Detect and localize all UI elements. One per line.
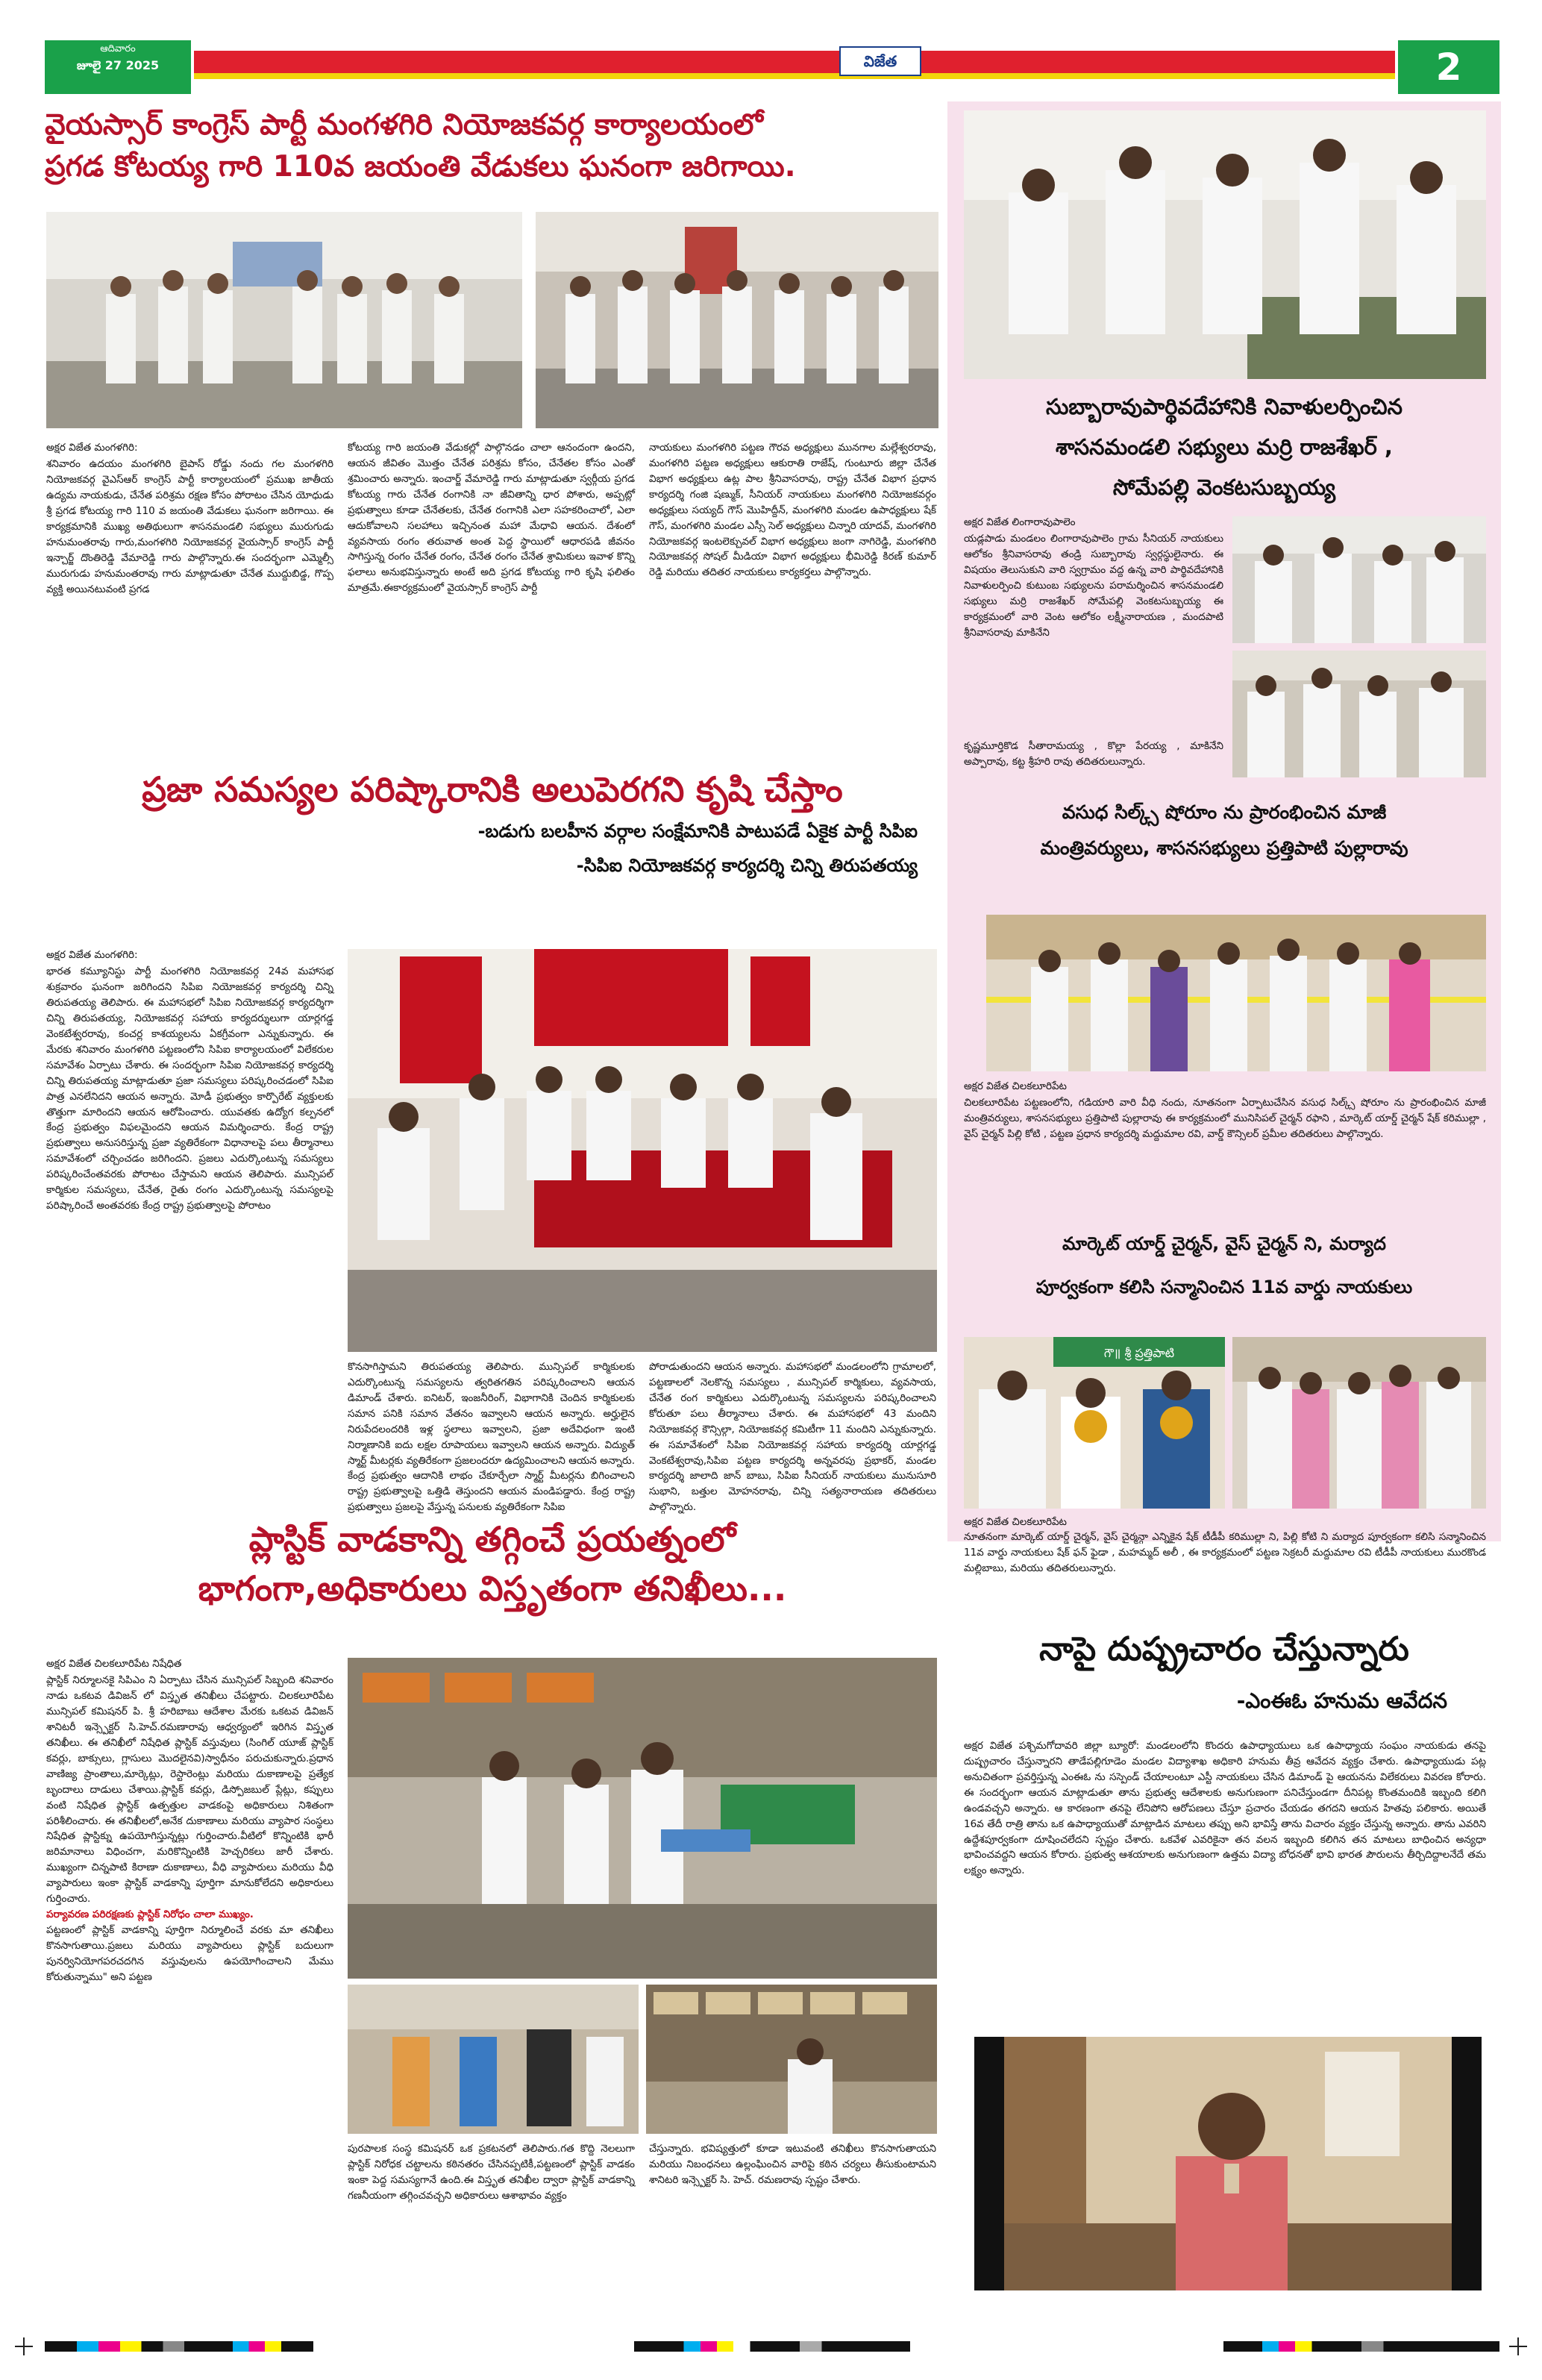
story5-text: చిలకలూరిపేట పట్టణంలోని, గడియారి వారి వీధి నందు, నూతనంగా ఏర్పాటుచేసిన వసుధ సిల్క్స్ షోరూం ను ప్రారంభించిన మాజీ మంత్రివర్యులు, శాసనసభ్యులు ప్రత్తిపాటి పుల్లారావు ఈ కార్యక్రమంలో మునిసిపల్ చైర్మన్ రఫాని , మార్కెట్ యార్డ్ చైర్మన్ షేక్ కరిముల్లా , వైస్ చైర్మన్ పిల్లి కోటి , పట్టణ ప్రధాన కార్యదర్శి మద్దుమాల రవి, వార్డ్ కౌన్సిలర్ ప్రమీల తదితరులు పాల్గొన్నారు. bbox=[964, 1097, 1486, 1141]
inspection-shop-image bbox=[348, 1658, 937, 1979]
meo-portrait-image bbox=[974, 2037, 1482, 2290]
story1-headline bbox=[45, 104, 940, 188]
story2-headline: ప్రజా సమస్యల పరిష్కారానికి అలుపెరగని కృషి చేస్తాం bbox=[142, 769, 843, 809]
story6-photo-right bbox=[1232, 1337, 1486, 1509]
crop-mark-left-v bbox=[23, 2337, 25, 2355]
story4-text-a: యడ్లపాడు మండలం లింగారావుపాలెం గ్రామ సీనియర్ నాయకులు ఆలోకం శ్రీనివాసరావు తండ్రి సుబ్బారావు స్వర్గస్థులైనారు. ఈ విషయం తెలుసుకుని వారి స్వగ్రామం వద్ద ఉన్న వారి పార్థివదేహానికి నివాళులర్పించి కుటుంబ సభ్యులను పరామర్శించిన శాసనమండలి సభ్యులు మర్రి రాజశేఖర్ సోమేపల్లి వెంకటసుబ్బయ్య ఈ కార్యక్రమంలో వారి వెంట ఆలోకం లక్ష్మీనారాయణ , మందపాటి శ్రీనివాసరావు మాకినేని bbox=[964, 533, 1223, 639]
women-shop-image bbox=[348, 1985, 639, 2134]
shop-counter-image bbox=[646, 1985, 937, 2134]
story7-text: అక్షర విజేత పశ్చిమగోదావరి జిల్లా బ్యూరో: మండలంలోని కొందరు ఉపాధ్యాయులు ఒక ఉపాధ్యాయ సంఘం నాయకుడు తనపై దుష్ప్రచారం చేస్తున్నారని తాడేపల్లిగూడెం మండల విద్యాశాఖ అధికారి హనుమ తీవ్ర ఆవేదన వ్యక్తం చేశారు. ఉపాధ్యాయుడు పట్ల అనుచితంగా ప్రవర్తిస్తున్న ఎంఈఓ ను సస్పెండ్ చేయాలంటూ ఎస్టీ నాయకులు చేసిన డిమాండ్ పై ఆయనను విలేకరులు వివరణ కోరారు. ఈ సందర్భంగా ఆయన మాట్లాడుతూ తాను ప్రభుత్వ ఆదేశాలకు అనుగుణంగా పనిచేస్తుండగా దీనిపట్ల కొంతమందికి ఇబ్బంది కలిగి ఉండవచ్చని అన్నారు. ఆ కారణంగా తనపై లేనిపోని ఆరోపణలు చేస్తూ ప్రచారం చేయడం తగదని ఆయన హితవు పలికారు. అయితే 16వ తేదీ రాత్రి తాను ఒక ఉపాధ్యాయుతో మాట్లాడిన మాటలు తప్పు అని భావిస్తే తాను విచారం వ్యక్తం చేస్తున్న అన్నారు. తాను ఎవరిని ఉద్దేశపూర్వకంగా దూషించలేదని స్పష్టం చేశారు. ఒకవేళ ఎవరికైనా తన వలన ఇబ్బంది కలిగిన తన మాటలు బాధించిన అన్యధా భావించవద్దని ఆయన కోరారు. ప్రభుత్వ ఆశయాలకు అనుగుణంగా ఉత్తమ విద్యా బోధనతో భావి భారత పౌరులను తీర్చిదిద్దాలనేదే తమ లక్ష్యం అన్నారు. bbox=[964, 1740, 1486, 1877]
story4-text-left bbox=[964, 515, 1223, 641]
story3-col1-end: పట్టణంలో ప్లాస్టిక్ వాడకాన్ని పూర్తిగా నిర్మూలించే వరకు మా తనిఖీలు కొనసాగుతాయి.ప్రజలు మరియు వ్యాపారులు ప్లాస్టిక్ బదులుగా పునర్వినియోగపరచదగిన వస్తువులను ఉపయోగించాలని మేము కోరుతున్నాము" అని పట్టణ bbox=[46, 1924, 333, 1983]
story3-col2-text: పురపాలక సంస్థ కమిషనర్ ఒక ప్రకటనలో తెలిపారు.గత కొద్ది నెలలుగా ప్లాస్టిక్ నిరోధక చట్టాలను కఠినతరం చేసినప్పటికీ,పట్టణంలో ప్లాస్టిక్ వాడకం ఇంకా పెద్ద సమస్యగానే ఉంది.ఈ విస్తృత తనిఖీల ద్వారా ప్లాస్టిక్ వాడకాన్ని గణనీయంగా తగ్గించవచ్చని అధికారులు ఆశాభావం వ్యక్తం bbox=[348, 2143, 635, 2202]
footer-color-bar bbox=[0, 2328, 1542, 2380]
masthead-yellow-bar bbox=[194, 73, 1395, 79]
leaders-photo-image bbox=[536, 212, 938, 428]
story1-photo-left bbox=[46, 212, 522, 428]
story7-headline: నాపై దుష్ప్రచారం చేస్తున్నారు bbox=[1039, 1630, 1409, 1668]
group-photo-image bbox=[46, 212, 522, 428]
felicitation-image-2 bbox=[1232, 1337, 1486, 1509]
page-number: 2 bbox=[1435, 46, 1462, 89]
story1-col2-text: కోటయ్య గారి జయంతి వేడుకల్లో పాల్గొనడం చాలా ఆనందంగా ఉందని, ఆయన జీవితం మొత్తం చేనేత పరిశ్రమ కోసం, చేనేతల కోసం ఎంతో శ్రమించారు అన్నారు. ఇంచార్జ్ వేమారెడ్డి గారు మాట్లాడుతూ స్వర్గీయ ప్రగడ కోటయ్య గారు చేనేత రంగానికి నా జీవితాన్ని ధార పోశారు, అప్పట్లో ప్రభుత్వాలు కూడా చేనేతలకు, చేనేత రంగానికి ఎలా సహకరించాలో, ఎలా ఆదుకోవాలని సలహాలు ఇచ్చినంత మహా మేధావి ఆయన. దేశంలో వ్యవసాయ రంగం తరువాత అంత పెద్ద స్థాయిలో ఆధారపడి జీవనం సాగిస్తున్న రంగం చేనేత రంగం, చేనేత రంగం చేనేత శ్రామికులు ఇవాళ కొన్ని ఫలాలు అనుభవిస్తున్నారు అంటే అది ప్రగడ కోటయ్య గారి కృషి ఫలితం మాత్రమే.ఈకార్యక్రమంలో వైయస్సార్ కాంగ్రెస్ పార్టీ bbox=[348, 442, 635, 595]
story6-text: నూతనంగా మార్కెట్ యార్డ్ చైర్మన్, వైస్ చైర్మన్గా ఎన్నికైన షేక్ టీడీపీ కరిముల్లా ని, పిల్లి కోటి ని మర్యాద పూర్వకంగా కలిసి సన్మానించిన 11వ వార్డు నాయకులు షేక్ ఫన్ ఫైడా , మహమ్మద్ అలీ , ఈ కార్యక్రమంలో పట్టణ సెక్రటరీ మద్దుమాల రవి టీడీపీ నాయకులు మురకొండ మల్లిబాబు, మరియు తదితరులున్నారు. bbox=[964, 1531, 1486, 1575]
story3-photo-bottom-left bbox=[348, 1985, 639, 2134]
story3-col1 bbox=[46, 1656, 333, 1985]
story1-byline: అక్షర విజేత మంగళగిరి: bbox=[46, 442, 138, 454]
story3-byline: అక్షర విజేత చిలకలూరిపేట నిషేధిత bbox=[46, 1658, 182, 1670]
story2-headline-block bbox=[45, 765, 940, 883]
story6-photo-left bbox=[964, 1337, 1225, 1509]
story5-photo bbox=[986, 915, 1486, 1071]
story1-col1 bbox=[46, 440, 333, 598]
story3-headline-line1: ప్లాస్టిక్ వాడకాన్ని తగ్గించే ప్రయత్నంలో bbox=[248, 1519, 736, 1559]
story4-headline-block bbox=[949, 386, 1499, 507]
story2-col2-text: కొనసాగిస్తామని తిరుపతయ్య తెలిపారు. మున్సిపల్ కార్మికులకు ఎదుర్కొంటున్న సమస్యలను త్వరితగతిన పరిష్కరించాలని ఆయన డిమాండ్ చేశారు. ఐనిటర్, ఇంజనీరింగ్, విభాగానికి చెందిన కార్మికులకు సమాన పనికి సమాన వేతనం ఇవ్వాలని ఆయన అన్నారు. అర్హులైన నిరుపేదలందరికి ఇళ్ల స్థలాలు ఇవ్వాలని, ప్రజా అదేవిధంగా ఇంటి నిర్మాణానికి ఐదు లక్షల రూపాయలు ఇవ్వాలని ఆయన అన్నారు. విద్యుత్ స్మార్ట్ మీటర్లకు వ్యతిరేకంగా ప్రజలందరూ ఉద్యమించాలని ఆయన అన్నారు. కేంద్ర ప్రభుత్వం ఆదానికి లాభం చేకూర్చేలా స్మార్ట్ మీటర్లను బిగించాలని రాష్ట్ర ప్రభుత్వాలపై ఒత్తిడి తెస్తుందని ఆయన మండిపడ్డారు. కేంద్ర రాష్ట్ర ప్రభుత్వాలు ప్రజలపై వేస్తున్న పనులకు వ్యతిరేకంగా సిపిఐ bbox=[348, 1361, 635, 1514]
story2-photo bbox=[348, 949, 937, 1352]
story2-col3 bbox=[649, 1359, 936, 1515]
story5-byline: అక్షర విజేత చిలకలూరిపేట bbox=[964, 1080, 1067, 1092]
story6-byline: అక్షర విజేత చిలకలూరిపేట bbox=[964, 1516, 1067, 1528]
story4-headline-line3: సోమేపల్లి వెంకటసుబ్బయ్య bbox=[1112, 475, 1336, 500]
story2-byline: అక్షర విజేత మంగళగిరి: bbox=[46, 949, 138, 961]
story1-col3-text: నాయకులు మంగళగిరి పట్టణ గౌరవ అధ్యక్షులు మునగాల మల్లేశ్వరరావు, మంగళగిరి పట్టణ అధ్యక్షులు ఆకురాతి రాజేష్, గుంటూరు జిల్లా చేనేత విభాగ అధ్యక్షులు ఉట్ల పాల శ్రీనివాసరావు, రాష్ట్ర చేనేత విభాగ ప్రధాన కార్యదర్శి గంజి షణ్ముక్, సీనియర్ నాయకులు మంగళగిరి నియోజకవర్గం అధ్యక్షులు సయ్యద్ గౌస్ మొహిద్దీన్, మంగళగిరి మండల ఉపాధ్యక్షులు షేక్ గౌస్, మంగళగిరి మండల ఎస్సీ సెల్ అధ్యక్షులు చిన్నారి యాదవ్, మంగళగిరి నియోజకవర్గ ఇంటలెక్చువల్ విభాగ అధ్యక్షులు జంగా నాగిరెడ్డి, మంగళగిరి నియోజకవర్గ సోషల్ మీడియా విభాగ అధ్యక్షులు భీమిరెడ్డి కిరణ్ కుమార్ రెడ్డి మరియు తదితర నాయకులు కార్యకర్తలు పాల్గొన్నారు. bbox=[649, 442, 936, 579]
mourners-image-1 bbox=[1232, 516, 1486, 643]
date-box bbox=[45, 40, 191, 94]
story2-sub1: -బడుగు బలహీన వర్గాల సంక్షేమానికి పాటుపడే ఏకైక పార్టీ సిపిఐ bbox=[477, 821, 918, 842]
color-strip-right bbox=[1223, 2341, 1499, 2352]
date-label: జూలై 27 2025 bbox=[76, 58, 160, 72]
story6-headline-line1: మార్కెట్ యార్డ్ చైర్మన్, వైస్ చైర్మన్ ని, మర్యాద bbox=[1062, 1233, 1386, 1254]
story3-headline-line2: భాగంగా,అధికారులు విస్తృతంగా తనిఖీలు... bbox=[198, 1568, 787, 1609]
story4-headline-line2: శాసనమండలి సభ్యులు మర్రి రాజశేఖర్ , bbox=[1056, 434, 1393, 460]
story4-text-b: కృష్ణమూర్తికొడ సీతారామయ్య , కొల్లా పేరయ్య , మాకినేని అప్పారావు, కట్ట శ్రీహరి రావు తదితరులున్నారు. bbox=[964, 740, 1223, 768]
story4-photo-small-1 bbox=[1232, 516, 1486, 643]
story1-col3 bbox=[649, 440, 936, 580]
story1-col2 bbox=[348, 440, 635, 596]
story6-text-block bbox=[964, 1515, 1486, 1576]
story3-photo-bottom-right bbox=[646, 1985, 937, 2134]
crop-mark-right-v bbox=[1517, 2337, 1519, 2355]
story3-photo-top bbox=[348, 1658, 937, 1979]
story6-banner-text: గౌ॥ శ్రీ ప్రత్తిపాటి bbox=[1103, 1346, 1175, 1360]
color-strip-center bbox=[634, 2341, 910, 2352]
tribute-image bbox=[964, 110, 1486, 379]
story3-headline-block bbox=[45, 1515, 940, 1613]
story5-text-block bbox=[964, 1079, 1486, 1142]
story4-headline-line1: సుబ్బారావుపార్థివదేహానికి నివాళులర్పించిన bbox=[1046, 394, 1402, 419]
story4-text-bottom bbox=[964, 739, 1223, 770]
page-number-box bbox=[1398, 40, 1499, 94]
story2-col1 bbox=[46, 948, 333, 1214]
cpi-meeting-image bbox=[348, 949, 937, 1352]
mourners-image-2 bbox=[1232, 651, 1486, 777]
story6-headline-line2: పూర్వకంగా కలిసి సన్మానించిన 11వ వార్డు నాయకులు bbox=[1035, 1277, 1413, 1297]
story5-headline-line2: మంత్రివర్యులు, శాసనసభ్యులు ప్రత్తిపాటి పుల్లారావు bbox=[1040, 837, 1408, 859]
masthead-logo bbox=[839, 46, 921, 76]
story2-col1-text: భారత కమ్యూనిస్టు పార్టీ మంగళగిరి నియోజకవర్గ 24వ మహాసభ శుక్రవారం ఘనంగా జరిగిందని సిపిఐ నియోజకవర్గ కార్యదర్శి చిన్ని తిరుపతయ్య తెలిపారు. ఈ మహాసభలో సిపిఐ నియోజకవర్గ కార్యదర్శిగా చిన్ని తిరుపతయ్య, నియోజకవర్గ సహాయ కార్యదర్శులుగా యార్లగడ్డ వెంకటేశ్వరరావు, కంచర్ల కాశయ్యలను ఏకగ్రీవంగా ఎన్నుకున్నారు. ఈ మేరకు శనివారం మంగళగిరి పట్టణంలోని సిపిఐ కార్యాలయంలో విలేకరుల సమావేశం ఏర్పాటు చేశారు. ఈ సందర్భంగా సిపిఐ నియోజకవర్గ కార్యదర్శి చిన్ని తిరుపతయ్య మాట్లాడుతూ ప్రజా సమస్యలు పరిష్కరించడంలో సిపిఐ పాత్ర ఎనలేనిదని ఆయన అన్నారు. మోడీ ప్రభుత్వం కార్పొరేట్ వ్యక్తులకు తొత్తుగా మారిందని ఆయన ఆరోపించారు. యువతకు ఉద్యోగ కల్పనలో కేంద్ర ప్రభుత్వం విఫలమైందని ఆయన విమర్శించారు. కేంద్ర రాష్ట్ర ప్రభుత్వాలు అనుసరిస్తున్న ప్రజా వ్యతిరేకంగా విధానాలపై పలు తీర్మానాలు సమావేశంలో చర్చించడం జరిగిందని. ప్రజలు ఎదుర్కొంటున్న సమస్యలు పరిష్కరించేంతవరకు పోరాటం చేస్తామని ఆయన తెలిపారు. మున్సిపల్ కార్మికుల సమస్యలు, చేనేత, రైతు రంగం ఎదుర్కొంటున్న సమస్యలపై పరిష్కారించే అంతవరకు కేంద్ర రాష్ట్ర ప్రభుత్వాలపై పోరాటం bbox=[46, 965, 333, 1212]
story1-headline-line1: వైయస్సార్ కాంగ్రెస్ పార్టీ మంగళగిరి నియోజకవర్గ కార్యాలయంలో bbox=[45, 108, 763, 142]
story4-photo-small-2 bbox=[1232, 651, 1486, 777]
story7-text-block bbox=[964, 1738, 1486, 1879]
story1-col1-text: శనివారం ఉదయం మంగళగిరి బైపాస్ రోడ్డు నందు గల మంగళగిరి నియోజకవర్గ వైఎస్ఆర్ కాంగ్రెస్ పార్టీ కార్యాలయంలో ప్రముఖ జాతీయ ఉద్యమ నాయకుడు, చేనేత పరిశ్రమ రక్షణ కోసం పోరాటం చేసిన యోధుడు శ్రీ ప్రగడ కోటయ్య గారి 110 వ జయంతి వేడుకలు ఘనంగా జరిగాయి. ఈ కార్యక్రమానికి ముఖ్య అతిథులుగా శాసనమండలి సభ్యులు మురుగుడు హనుమంతరావు గారు,మంగళగిరి నియోజకవర్గ వైయస్సార్ కాంగ్రెస్ పార్టీ ఇన్చార్జ్ దొంతిరెడ్డి వేమారెడ్డి గారు పాల్గొన్నారు.ఈ సందర్భంగా ఎమ్మెల్సీ మురుగుడు హనుమంతరావు గారు మాట్లాడుతూ చేనేత ముద్దుబిడ్డ, గొప్ప వ్యక్తి అయినటువంటి ప్రగడ bbox=[46, 458, 333, 595]
story3-emphasis: పర్యావరణ పరిరక్షణకు ప్లాస్టిక్ నిరోధం చాలా ముఖ్యం. bbox=[46, 1908, 254, 1921]
story2-col2 bbox=[348, 1359, 635, 1515]
story6-headline-block bbox=[949, 1222, 1499, 1309]
story1-headline-line2: ప్రగడ కోటయ్య గారి 110వ జయంతి వేడుకలు ఘనంగా జరిగాయి. bbox=[45, 150, 796, 184]
logo-text: విజేత bbox=[863, 52, 897, 70]
story2-col3-text: పోరాడుతుందని ఆయన అన్నారు. మహాసభలో మండలంలోని గ్రామాలలో, పట్టణాలలో నెలకొన్న సమస్యలు , మున్సిపల్ కార్మికులు, వ్యవసాయ, చేనేత రంగ కార్మికులు ఎదుర్కొంటున్న సమస్యలను పరిష్కరించాలని కోరుతూ పలు తీర్మానాలు చేశారు. ఈ మహాసభలో 43 మందిని నియోజకవర్గ కౌన్సిల్గా, నియోజకవర్గ కమిటీగా 11 మందిని ఎన్నుకున్నారు. ఈ సమావేశంలో సిపిఐ నియోజకవర్గ సహాయ కార్యదర్శి యార్లగడ్డ వెంకటేశ్వరావు,సిపిఐ పట్టణ కార్యదర్శి అన్నవరపు ప్రభాకర్, మండల కార్యదర్శి జాలాది జాన్ బాబు, సిపిఐ సీనియర్ నాయకులు మునుసూరి సుభాని, బత్తుల మోహనరావు, చిన్ని సత్యనారాయణ తదితరులు పాల్గొన్నారు. bbox=[649, 1361, 936, 1514]
story2-sub2: -సిపిఐ నియోజకవర్గ కార్యదర్శి చిన్ని తిరుపతయ్య bbox=[576, 855, 918, 876]
story5-headline-block bbox=[949, 795, 1499, 866]
story7-headline-block bbox=[949, 1619, 1499, 1722]
masthead bbox=[45, 40, 1499, 94]
day-label: ఆదివారం bbox=[100, 43, 136, 54]
story5-headline-line1: వసుధ సిల్క్స్ షోరూం ను ప్రారంభించిన మాజీ bbox=[1062, 801, 1387, 823]
story3-col2 bbox=[348, 2141, 635, 2204]
story7-photo bbox=[974, 2037, 1482, 2290]
story4-photo bbox=[964, 110, 1486, 379]
story3-col3-text: చేస్తున్నారు. భవిష్యత్తులో కూడా ఇటువంటి తనిఖీలు కొనసాగుతాయని మరియు నిబంధనలు ఉల్లంఘించిన వారిపై కఠిన చర్యలు తీసుకుంటామని శానిటరి ఇన్స్పెక్టర్ సి. హెచ్. రమణరావు స్పష్టం చేశారు. bbox=[649, 2143, 936, 2186]
story7-sub: -ఎంఈఓ హనుమ ఆవేదన bbox=[1236, 1688, 1447, 1713]
masthead-red-bar bbox=[194, 51, 1395, 73]
felicitation-image-1 bbox=[964, 1337, 1225, 1509]
story3-col1-text: ప్లాస్టిక్ నిర్మూలనకై సిపిఎం ని ఏర్పాటు చేసిన మున్సిపల్ సిబ్బంది శనివారం నాడు ఒకటవ డివిజన్ లో విస్తృత తనిఖీలు చేపట్టారు. చిలకలూరిపేట మున్సిపల్ కమిషనర్ పి. శ్రీ హరిబాబు ఆదేశాల మేరకు ఒకటవ డివిజన్ శానిటరీ ఇన్స్పెక్టర్ సి.హెచ్.రమణారావు ఆధ్వర్యంలో ఇరిగిన విస్తృత తనిఖీలు. ఈ తనిఖీలో నిషేధిత ప్లాస్టిక్ వస్తువులు (సింగిల్ యూజ్ ప్లాస్టిక్ కవర్లు, బాక్సులు, గ్లాసులు మొదలైనవి)స్వాధీనం పరుచుకున్నారు.ప్రధాన వాణిజ్య ప్రాంతాలు,మార్కెట్లు, రెస్టారెంట్లు మరియు దుకాణాలపై ప్రత్యేక బృందాలు దాడులు చేశాయి.ప్లాస్టిక్ కవర్లు, డిస్పోజబుల్ ప్లేట్లు, కప్పులు వంటి నిషేధిత ప్లాస్టిక్ ఉత్పత్తుల వాడకంపై అధికారులు నిశితంగా పరిశీలించారు. ఈ తనిఖీలలో,అనేక దుకాణాలు మరియు వ్యాపార సంస్థలు నిషేధిత ప్లాస్టిక్ను ఉపయోగిస్తున్నట్లు గుర్తించారు.వీటిలో కొన్నింటికి భారీ జరిమానాలు విధించగా, మరికొన్నింటికి హెచ్చరికలు జారీ చేశారు. ముఖ్యంగా చిన్నపాటి కిరాణా దుకాణాలు, వీధి వ్యాపారులు మరియు వీధి వ్యాపారులు ఇంకా ప్లాస్టిక్ వాడకాన్ని పూర్తిగా మానుకోలేదని అధికారులు గుర్తించారు. bbox=[46, 1674, 333, 1905]
story3-col3 bbox=[649, 2141, 936, 2188]
story1-photo-right bbox=[536, 212, 938, 428]
color-strip-left bbox=[45, 2341, 313, 2352]
story4-byline: అక్షర విజేత లింగారావుపాలెం bbox=[964, 516, 1076, 528]
showroom-opening-image bbox=[986, 915, 1486, 1071]
